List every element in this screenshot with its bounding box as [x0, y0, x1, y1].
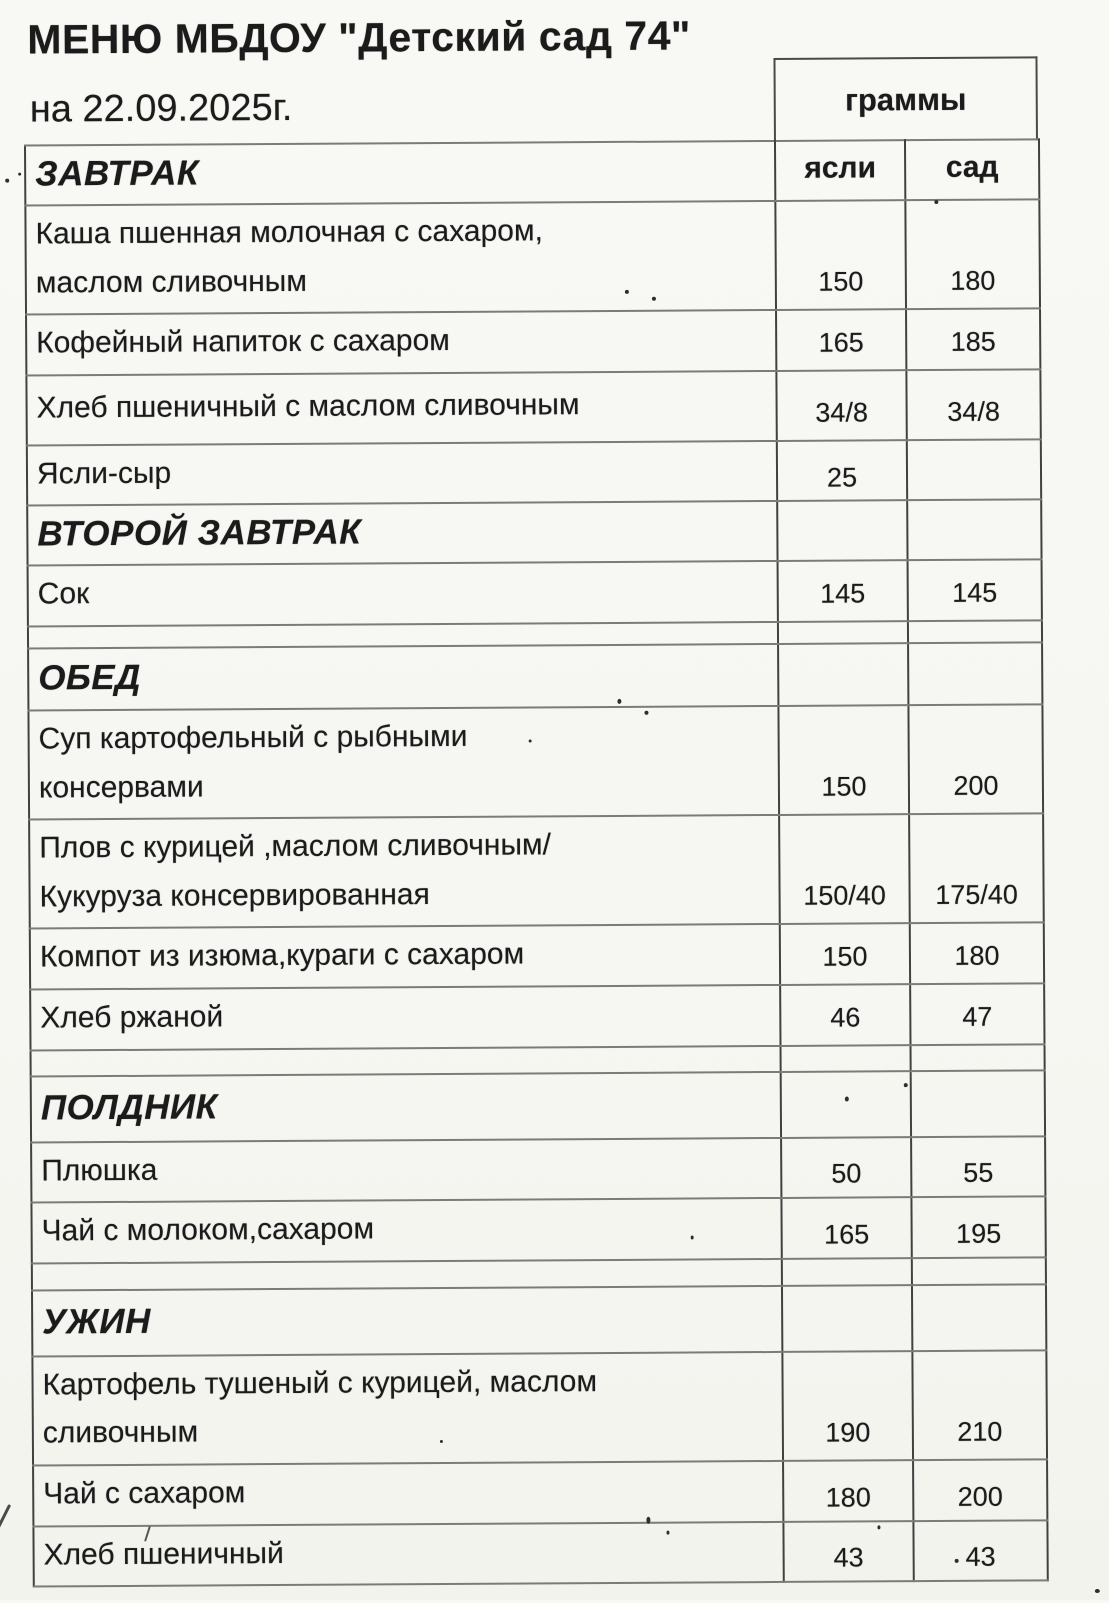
dish-name: Ясли-сыр — [27, 441, 777, 506]
menu-item-row — [26, 369, 1040, 445]
menu-item-row — [33, 1520, 1047, 1587]
grams-yasli: 165 — [776, 309, 906, 370]
grams-yasli: 180 — [783, 1460, 913, 1521]
section-row-second-breakfast — [27, 500, 1041, 566]
scan-speck — [440, 1440, 443, 1443]
grams-sad: 43 — [913, 1520, 1047, 1581]
grams-sad: 180 — [905, 199, 1040, 309]
menu-item-row — [29, 813, 1044, 928]
empty-cell — [777, 501, 907, 562]
section-row-lunch — [28, 642, 1042, 710]
menu-item-row — [30, 983, 1044, 1050]
units-header-label: граммы — [844, 81, 967, 118]
menu-item-row — [27, 439, 1041, 506]
scan-speck — [529, 739, 532, 742]
menu-item-row — [31, 1136, 1045, 1203]
grams-yasli: 165 — [781, 1197, 911, 1258]
pen-stroke — [0, 1504, 11, 1561]
grams-yasli: 150/40 — [779, 814, 910, 924]
scan-speck — [625, 290, 629, 294]
grams-yasli: 25 — [777, 440, 907, 501]
column-header-yasli: ясли — [775, 140, 905, 201]
grams-yasli: 50 — [781, 1137, 911, 1198]
dish-name: Хлеб ржаной — [30, 985, 780, 1050]
menu-item-row — [33, 1459, 1047, 1526]
dish-name: Картофель тушеный с курицей, маслом сливочным — [32, 1352, 783, 1466]
empty-cell — [912, 1284, 1046, 1351]
grams-sad: 195 — [911, 1196, 1045, 1257]
dish-name: Суп картофельный с рыбными консервами — [28, 706, 779, 820]
section-name: ОБЕД — [28, 644, 778, 711]
scan-speck — [5, 179, 9, 183]
section-name: ЗАВТРАК — [25, 141, 775, 206]
empty-cell — [911, 1044, 1045, 1071]
grams-sad: 55 — [911, 1136, 1045, 1197]
grams-sad: 34/8 — [906, 369, 1040, 440]
dish-name: Кофейный напиток с сахаром — [26, 310, 776, 375]
menu-item-row — [28, 704, 1043, 819]
grams-sad: 200 — [908, 704, 1043, 814]
scan-speck — [877, 1525, 880, 1529]
grams-sad: 200 — [913, 1459, 1047, 1520]
section-row-afternoon-snack — [31, 1070, 1045, 1142]
scan-speck — [1095, 1589, 1100, 1593]
menu-item-row — [26, 309, 1040, 376]
grams-yasli: 150 — [775, 200, 906, 310]
empty-cell — [908, 620, 1042, 643]
grams-yasli: 190 — [782, 1351, 913, 1461]
grams-sad — [907, 439, 1041, 500]
section-name: ВТОРОЙ ЗАВТРАК — [27, 501, 777, 566]
empty-cell — [778, 621, 908, 644]
menu-item-row — [30, 923, 1044, 990]
section-row-breakfast — [25, 139, 1039, 205]
scan-speck — [845, 1097, 849, 1102]
menu-item-row — [31, 1196, 1045, 1263]
menu-item-row — [28, 560, 1042, 627]
menu-item-row — [25, 199, 1040, 314]
menu-date: на 22.09.2025г. — [29, 86, 293, 131]
scan-speck — [18, 173, 21, 176]
scan-speck — [934, 200, 938, 204]
grams-sad: 185 — [906, 309, 1040, 370]
empty-cell — [778, 643, 908, 706]
dish-name: Компот из изюма,кураги с сахаром — [30, 924, 780, 989]
scan-speck — [644, 711, 648, 715]
scan-speck — [904, 1083, 908, 1087]
dish-name: Чай с молоком,сахаром — [31, 1198, 781, 1263]
empty-cell — [907, 500, 1041, 561]
scan-speck — [646, 1517, 650, 1524]
dish-name: Плов с курицей ,маслом сливочным/ Кукуруза консервированная — [29, 815, 780, 929]
column-header-sad: сад — [905, 139, 1039, 200]
section-name: УЖИН — [32, 1286, 782, 1357]
dish-name: Плюшка — [31, 1137, 781, 1202]
page-title: МЕНЮ МБДОУ "Детский сад 74" — [27, 12, 691, 63]
grams-sad: 210 — [912, 1350, 1047, 1460]
grams-yasli: 43 — [783, 1521, 913, 1582]
dish-name: Чай с сахаром — [33, 1461, 783, 1526]
scan-speck — [617, 699, 621, 704]
menu-item-row — [32, 1350, 1047, 1465]
grams-sad: 47 — [910, 983, 1044, 1044]
scan-speck — [955, 1559, 959, 1563]
menu-table — [24, 138, 1049, 1587]
grams-yasli: 150 — [778, 705, 909, 815]
scan-speck — [666, 1531, 669, 1535]
empty-cell — [782, 1258, 912, 1286]
empty-cell — [781, 1071, 911, 1138]
empty-cell — [908, 642, 1042, 705]
grams-yasli: 46 — [780, 984, 910, 1045]
dish-name: Каша пшенная молочная с сахаром, маслом сливочным — [25, 201, 776, 315]
scan-speck — [652, 297, 656, 301]
grams-sad: 175/40 — [909, 813, 1044, 923]
scan-speck — [691, 1235, 694, 1239]
dish-name: Хлеб пшеничный — [33, 1521, 783, 1586]
section-name: ПОЛДНИК — [31, 1071, 781, 1142]
grams-sad: 145 — [908, 560, 1042, 621]
units-header-box — [773, 56, 1038, 142]
grams-yasli: 145 — [778, 561, 908, 622]
empty-cell — [781, 1045, 911, 1072]
empty-cell — [782, 1285, 912, 1352]
grams-sad: 180 — [910, 923, 1044, 984]
section-row-dinner — [32, 1284, 1046, 1356]
empty-cell — [912, 1257, 1046, 1285]
empty-cell — [911, 1070, 1045, 1137]
dish-name: Хлеб пшеничный с маслом сливочным — [26, 371, 776, 446]
grams-yasli: 150 — [780, 923, 910, 984]
grams-yasli: 34/8 — [776, 370, 906, 441]
dish-name: Сок — [28, 561, 778, 626]
